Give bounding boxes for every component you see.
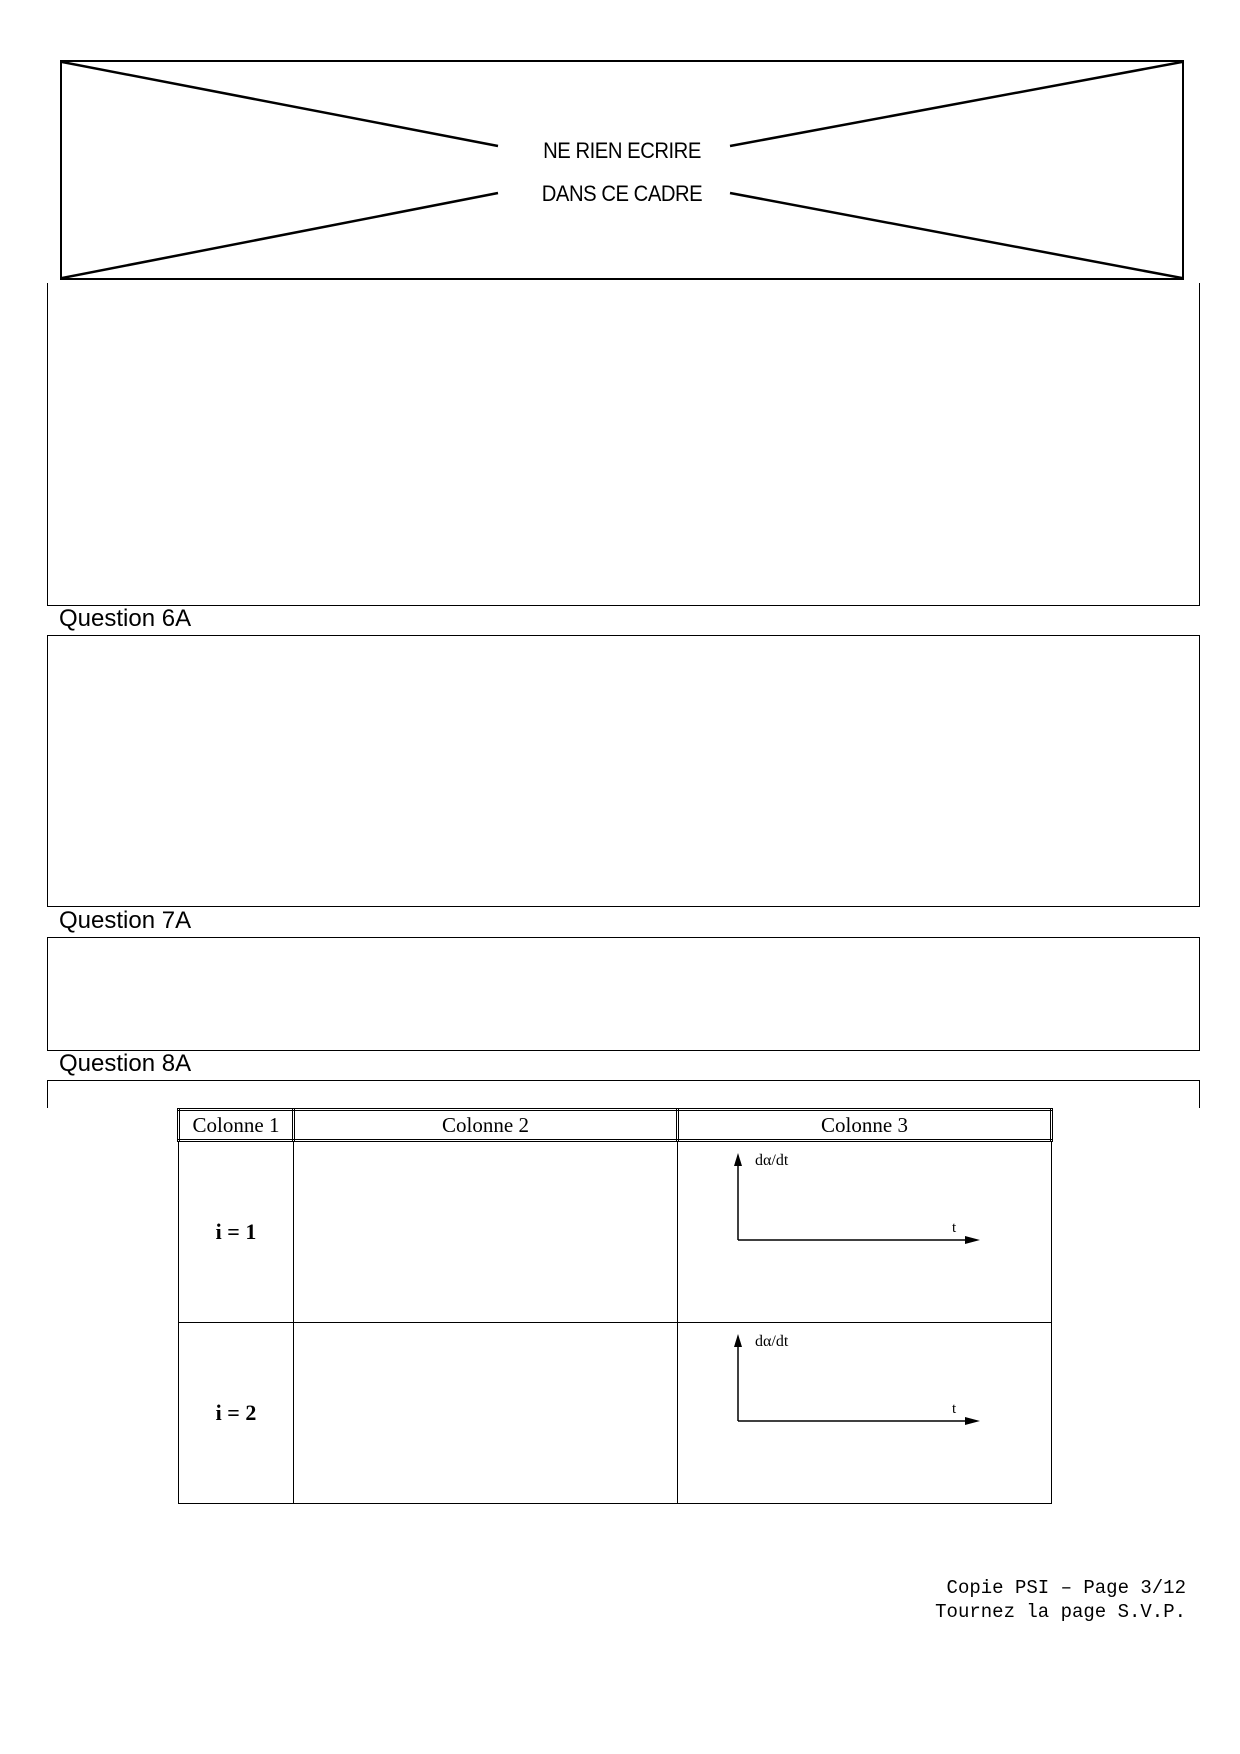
x-axis-label-i2: t xyxy=(952,1401,957,1417)
header-colonne-2: Colonne 2 xyxy=(294,1110,678,1141)
table-row xyxy=(179,1323,1052,1504)
header-colonne-1: Colonne 1 xyxy=(179,1110,294,1141)
page-number: Copie PSI – Page 3/12 xyxy=(946,1577,1186,1599)
table-header-row xyxy=(179,1110,1052,1141)
turn-page-note: Tournez la page S.V.P. xyxy=(935,1601,1186,1623)
header-colonne-3: Colonne 3 xyxy=(678,1110,1052,1141)
question-7a-label: Question 7A xyxy=(59,907,192,934)
row-label-i2: i = 2 xyxy=(179,1323,294,1504)
y-axis-label-i1: dα/dt xyxy=(755,1152,789,1169)
page-footer xyxy=(935,1576,1186,1624)
answer-cell-i1[interactable] xyxy=(294,1141,678,1323)
answer-box-previous[interactable] xyxy=(47,283,1200,606)
question-6a-label: Question 6A xyxy=(59,605,192,632)
y-axis-label-i2: dα/dt xyxy=(755,1333,789,1350)
no-write-frame xyxy=(60,60,1184,280)
table-row xyxy=(179,1141,1052,1323)
x-axis-label-i1: t xyxy=(952,1220,957,1236)
answer-box-7a[interactable] xyxy=(47,937,1200,1051)
frame-text-line1: NE RIEN ECRIRE xyxy=(543,138,701,163)
answer-box-6a[interactable] xyxy=(47,635,1200,907)
frame-cross-lines xyxy=(62,62,1182,278)
answer-box-8a[interactable] xyxy=(47,1080,1200,1108)
graph-axes-i1 xyxy=(678,1142,1058,1322)
graph-cell-i2[interactable] xyxy=(678,1323,1052,1504)
answer-table xyxy=(177,1108,1053,1504)
question-8a-label: Question 8A xyxy=(59,1050,192,1077)
frame-text-line2: DANS CE CADRE xyxy=(541,181,703,206)
graph-cell-i1[interactable] xyxy=(678,1141,1052,1323)
graph-axes-i2 xyxy=(678,1323,1058,1503)
answer-cell-i2[interactable] xyxy=(294,1323,678,1504)
row-label-i1: i = 1 xyxy=(179,1141,294,1323)
